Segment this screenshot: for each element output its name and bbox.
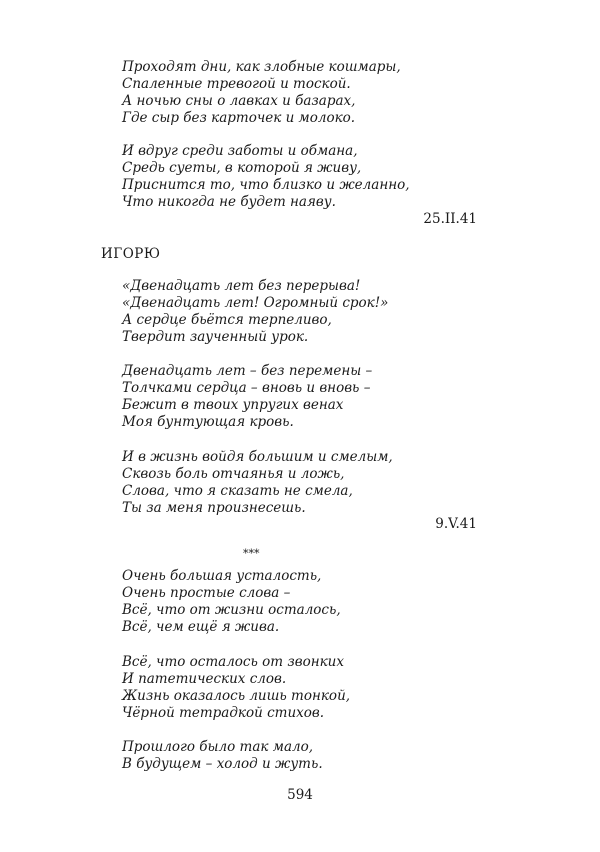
verse-line: Очень простые слова – — [122, 585, 291, 601]
verse-line: Чёрной тетрадкой стихов. — [122, 705, 325, 721]
poem2-title: ИГОРЮ — [101, 246, 161, 262]
verse-line: Жизнь оказалось лишь тонкой, — [122, 688, 351, 704]
poem2-stanza-1 — [122, 278, 388, 346]
poem3-stanza-1 — [122, 568, 341, 636]
poem1-date: 25.II.41 — [423, 211, 477, 227]
verse-line: А сердце бьётся терпеливо, — [122, 312, 332, 328]
verse-line: Средь суеты, в которой я живу, — [122, 160, 362, 176]
verse-line: Всё, чем ещё я жива. — [122, 619, 280, 635]
verse-line: И патетических слов. — [122, 671, 287, 687]
verse-line: Что никогда не будет наяву. — [122, 194, 336, 210]
poem-separator: *** — [243, 547, 260, 560]
verse-line: Проходят дни, как злобные кошмары, — [122, 59, 401, 75]
verse-line: Ты за меня произнесешь. — [122, 500, 306, 516]
poem2-stanza-3 — [122, 449, 393, 517]
verse-line: Всё, что от жизни осталось, — [122, 602, 341, 618]
verse-line: «Двенадцать лет! Огромный срок!» — [122, 295, 389, 311]
verse-line: Всё, что осталось от звонких — [122, 654, 344, 670]
verse-line: «Двенадцать лет без перерыва! — [122, 278, 361, 294]
verse-line: Где сыр без карточек и молоко. — [122, 110, 356, 126]
verse-line: Двенадцать лет – без перемены – — [122, 363, 373, 379]
verse-line: Слова, что я сказать не смела, — [122, 483, 353, 499]
verse-line: Сквозь боль отчаянья и ложь, — [122, 466, 345, 482]
poem1-stanza-2 — [122, 143, 410, 211]
verse-line: Твердит заученный урок. — [122, 329, 309, 345]
poem3-stanza-2 — [122, 654, 350, 722]
verse-line: Спаленные тревогой и тоской. — [122, 76, 351, 92]
verse-line: И в жизнь войдя большим и смелым, — [122, 449, 393, 465]
verse-line: Очень большая усталость, — [122, 568, 322, 584]
verse-line: Приснится то, что близко и желанно, — [122, 177, 410, 193]
verse-line: Моя бунтующая кровь. — [122, 414, 294, 430]
verse-line: Бежит в твоих упругих венах — [122, 397, 344, 413]
verse-line: А ночью сны о лавках и базарах, — [122, 93, 356, 109]
poem3-stanza-3 — [122, 739, 323, 773]
poem2-stanza-2 — [122, 363, 372, 431]
poem1-stanza-1 — [122, 59, 401, 127]
verse-line: В будущем – холод и жуть. — [122, 756, 323, 772]
poem2-date: 9.V.41 — [435, 516, 477, 532]
verse-line: И вдруг среди заботы и обмана, — [122, 143, 358, 159]
verse-line: Толчками сердца – вновь и вновь – — [122, 380, 371, 396]
verse-line: Прошлого было так мало, — [122, 739, 314, 755]
page-number: 594 — [287, 787, 313, 803]
